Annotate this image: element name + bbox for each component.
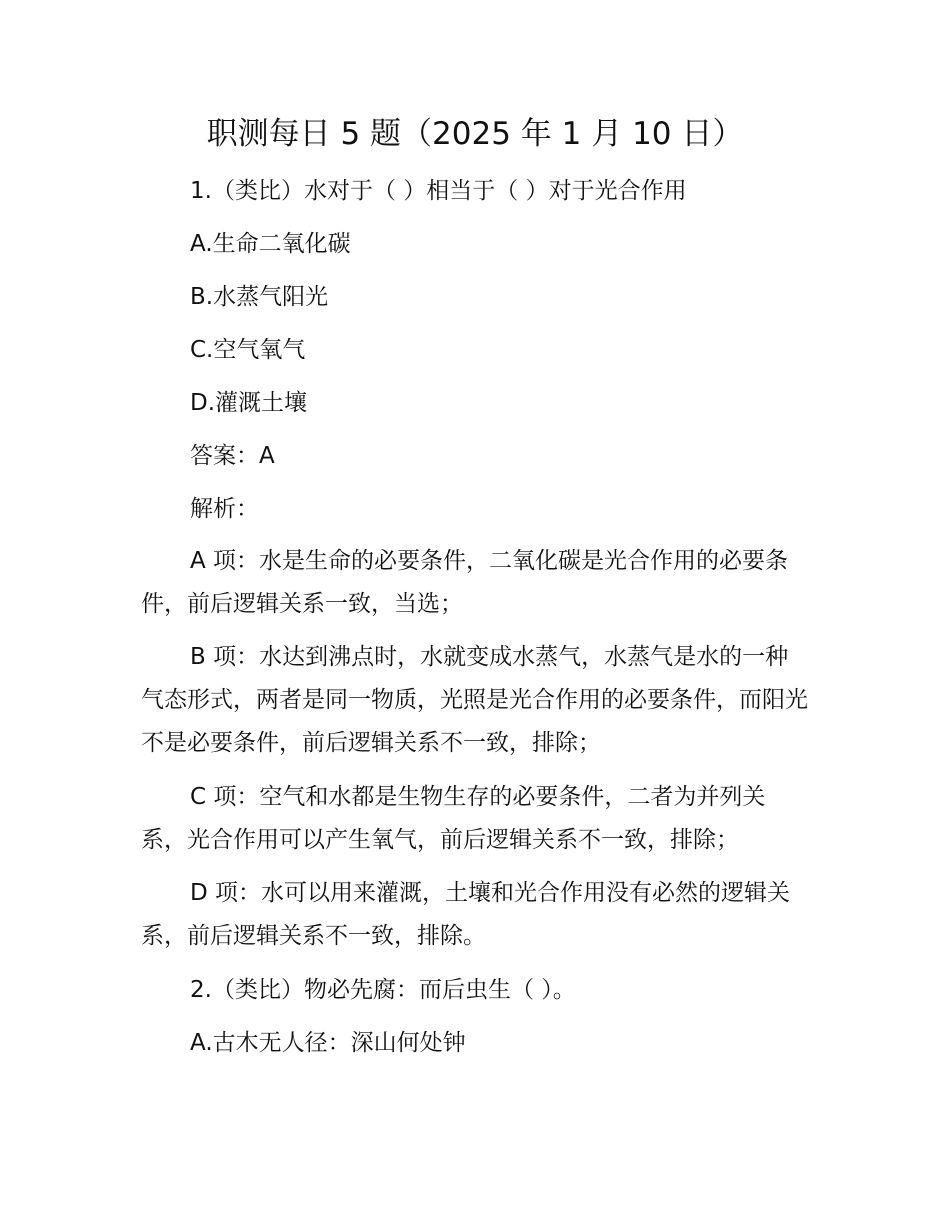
q1-option-b: B.水蒸气阳光 [190, 284, 329, 310]
q1-analysis-d: D 项：水可以用来灌溉，土壤和光合作用没有必然的逻辑关系，前后逻辑关系不一致，排除。 [141, 880, 791, 949]
q1-option-c: C.空气氧气 [190, 337, 306, 363]
q1-analysis-label: 解析： [190, 496, 259, 522]
question-2: 2.（类比）物必先腐：而后虫生（ ）。 [190, 977, 576, 1003]
q1-analysis-c: C 项：空气和水都是生物生存的必要条件，二者为并列关系，光合作用可以产生氧气，前后逻辑关系不一致，排除； [141, 784, 766, 853]
q1-analysis-a: A 项：水是生命的必要条件，二氧化碳是光合作用的必要条件，前后逻辑关系一致，当选； [141, 548, 789, 617]
question-1: 1.（类比）水对于（ ）相当于（ ）对于光合作用 [190, 178, 687, 204]
q1-answer: 答案：A [190, 443, 275, 469]
q1-option-a: A.生命二氧化碳 [190, 231, 351, 257]
q1-option-d: D.灌溉土壤 [190, 390, 308, 416]
q2-option-a: A.古木无人径：深山何处钟 [190, 1030, 466, 1056]
document-title: 职测每日 5 题（2025 年 1 月 10 日） [206, 116, 744, 152]
q1-analysis-b: B 项：水达到沸点时，水就变成水蒸气，水蒸气是水的一种气态形式，两者是同一物质，光照是光合作用的必要条件，而阳光不是必要条件，前后逻辑关系不一致，排除； [141, 644, 808, 756]
